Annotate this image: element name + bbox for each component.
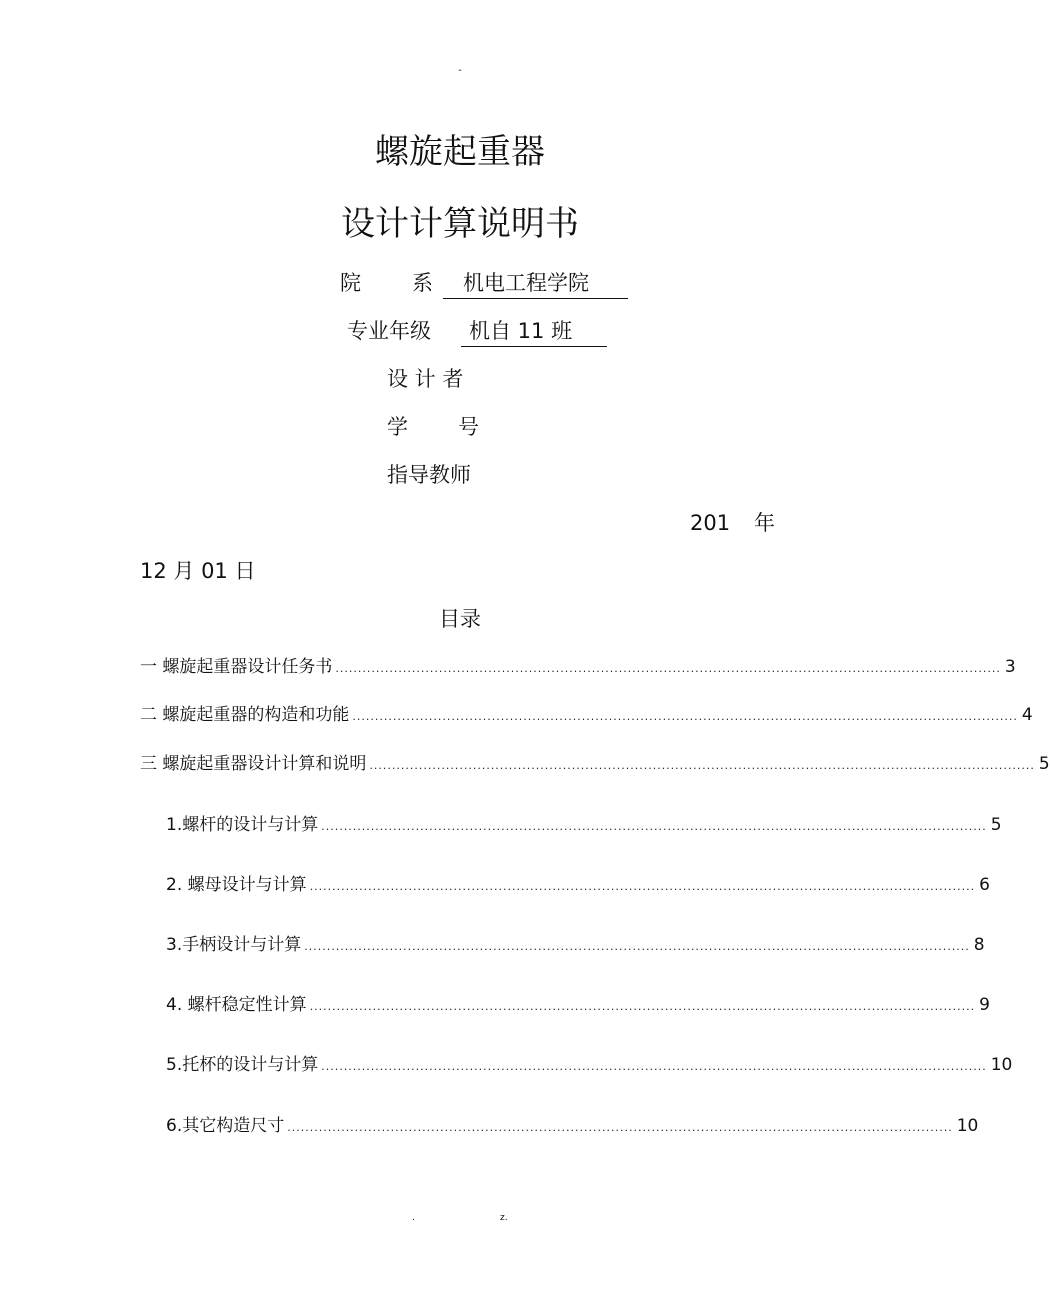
toc-item-page: 6	[979, 875, 990, 895]
grade-label: 专业年级	[347, 319, 431, 343]
toc-item-label: 一 螺旋起重器设计任务书	[140, 657, 333, 677]
toc-item-dots: ....................................................................................................................................................	[321, 820, 987, 833]
document-title: 螺旋起重器	[375, 132, 545, 172]
toc-item-label: 6.其它构造尺寸	[166, 1116, 285, 1136]
designer-label: 设 计 者	[387, 367, 464, 391]
toc-item[interactable]	[166, 992, 990, 1020]
toc-item-label: 1.螺杆的设计与计算	[166, 815, 319, 835]
student-id-label-2: 号	[458, 415, 479, 439]
toc-item-dots: ....................................................................................................................................................	[287, 1121, 953, 1134]
toc-title: 目录	[439, 607, 481, 631]
toc-item[interactable]	[166, 1052, 1013, 1080]
toc-item-dots: ....................................................................................................................................................	[369, 759, 1035, 772]
department-label-1: 院	[340, 271, 361, 295]
footer-left-mark: .	[412, 1213, 415, 1223]
toc-item[interactable]	[140, 751, 1050, 779]
toc-item-dots: ....................................................................................................................................................	[321, 1060, 987, 1073]
toc-item[interactable]	[166, 872, 990, 900]
toc-item[interactable]	[166, 812, 1002, 840]
document-subtitle: 设计计算说明书	[341, 204, 579, 244]
footer-right-mark: z.	[500, 1213, 508, 1223]
toc-item[interactable]	[140, 702, 1033, 730]
toc-item-page: 10	[956, 1116, 979, 1136]
toc-item-label: 2. 螺母设计与计算	[166, 875, 307, 895]
student-id-label-1: 学	[387, 415, 408, 439]
toc-item-dots: ....................................................................................................................................................	[335, 662, 1001, 675]
toc-item-dots: ....................................................................................................................................................	[304, 940, 970, 953]
date-year: 201	[690, 511, 731, 535]
department-label-2: 系	[412, 271, 433, 295]
toc-item[interactable]	[140, 654, 1016, 682]
date-month-day: 12 月 01 日	[140, 559, 256, 583]
toc-item-label: 4. 螺杆稳定性计算	[166, 995, 307, 1015]
toc-item[interactable]	[166, 932, 985, 960]
grade-value: 机自 11 班	[461, 316, 607, 347]
toc-item-page: 5	[1038, 754, 1050, 774]
toc-item-page: 4	[1021, 705, 1033, 725]
toc-item-dots: ....................................................................................................................................................	[309, 880, 976, 893]
toc-item-page: 8	[973, 935, 985, 955]
toc-item-page: 5	[990, 815, 1002, 835]
department-value: 机电工程学院	[443, 268, 628, 299]
toc-item-label: 二 螺旋起重器的构造和功能	[140, 705, 350, 725]
toc-item-label: 5.托杯的设计与计算	[166, 1055, 319, 1075]
toc-item-page: 9	[979, 995, 990, 1015]
toc-item[interactable]	[166, 1113, 979, 1141]
toc-item-label: 三 螺旋起重器设计计算和说明	[140, 754, 367, 774]
advisor-label: 指导教师	[387, 463, 471, 487]
toc-item-page: 3	[1004, 657, 1016, 677]
toc-item-page: 10	[990, 1055, 1013, 1075]
header-mark: -	[458, 65, 462, 76]
date-year-unit: 年	[754, 511, 775, 535]
toc-item-dots: ....................................................................................................................................................	[352, 710, 1018, 723]
toc-item-label: 3.手柄设计与计算	[166, 935, 302, 955]
toc-item-dots: ....................................................................................................................................................	[309, 1000, 976, 1013]
